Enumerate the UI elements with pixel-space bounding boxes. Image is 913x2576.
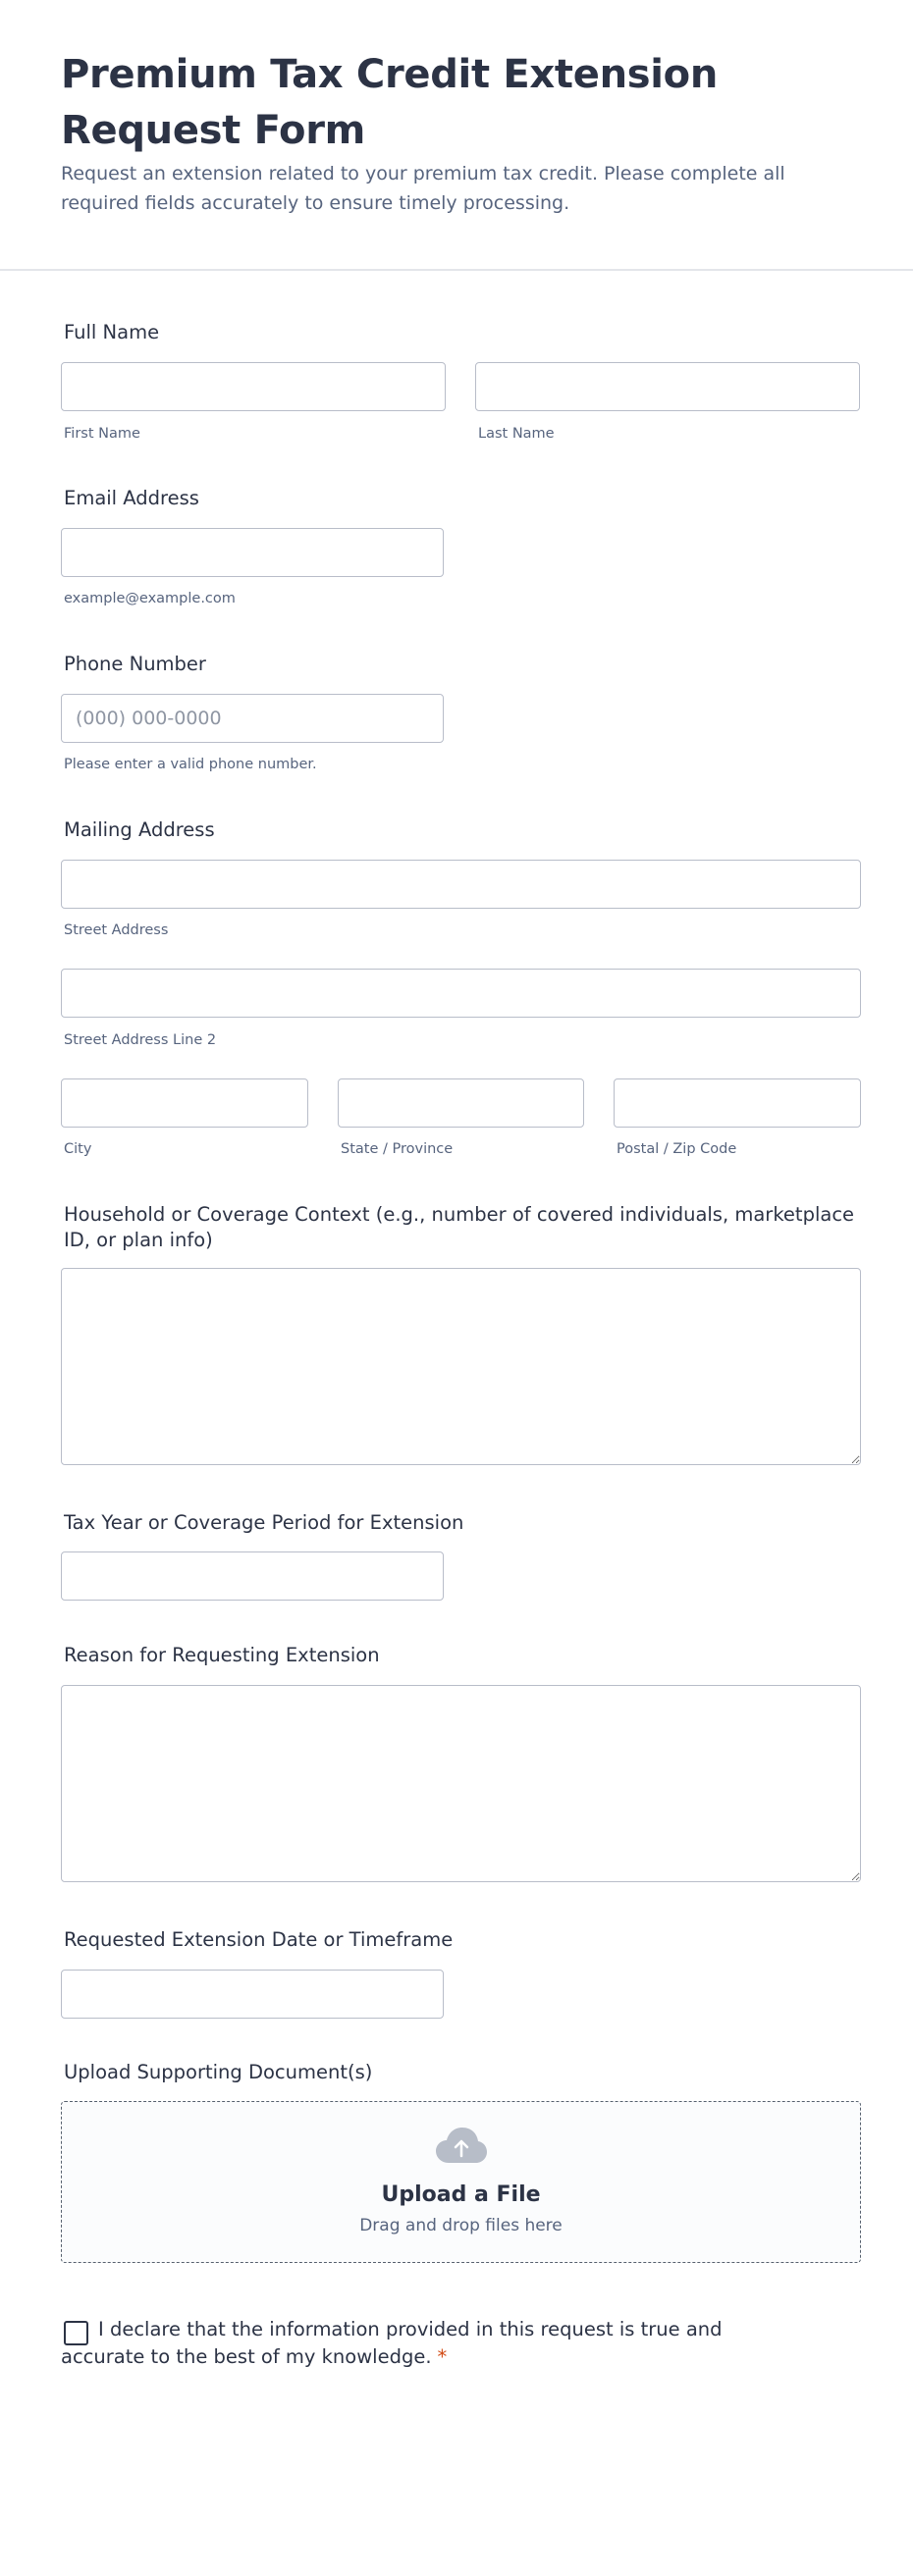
declaration-text-block xyxy=(61,2316,748,2371)
full-name-label: Full Name xyxy=(64,321,160,343)
upload-subtitle: Drag and drop files here xyxy=(359,2216,563,2235)
last-name-sublabel: Last Name xyxy=(478,426,555,442)
household-context-textarea[interactable] xyxy=(61,1268,861,1465)
street-address-line2-sublabel: Street Address Line 2 xyxy=(64,1032,217,1048)
state-province-sublabel: State / Province xyxy=(341,1141,454,1157)
postal-zip-input[interactable] xyxy=(614,1078,861,1128)
extension-date-label: Requested Extension Date or Timeframe xyxy=(64,1928,454,1951)
city-input[interactable] xyxy=(61,1078,308,1128)
form-subtitle: Request an extension related to your premium tax credit. Please complete all required fields accurately to ensure timely processing. xyxy=(61,163,785,214)
phone-label: Phone Number xyxy=(64,653,206,675)
last-name-input[interactable] xyxy=(475,362,860,411)
tax-year-label: Tax Year or Coverage Period for Extension xyxy=(64,1511,464,1534)
phone-input[interactable] xyxy=(61,694,444,743)
reason-textarea[interactable] xyxy=(61,1685,861,1882)
first-name-sublabel: First Name xyxy=(64,426,140,442)
form-title: Premium Tax Credit Extension Request Form xyxy=(61,52,719,153)
email-label: Email Address xyxy=(64,487,199,509)
street-address-input[interactable] xyxy=(61,860,861,909)
household-context-label: Household or Coverage Context (e.g., number of covered individuals, marketplace ID, or plan info) xyxy=(64,1203,855,1251)
postal-zip-sublabel: Postal / Zip Code xyxy=(617,1141,737,1157)
cloud-upload-icon xyxy=(435,2126,488,2165)
upload-label: Upload Supporting Document(s) xyxy=(64,2061,373,2083)
file-dropzone[interactable] xyxy=(61,2101,861,2263)
reason-label: Reason for Requesting Extension xyxy=(64,1644,380,1666)
phone-sublabel: Please enter a valid phone number. xyxy=(64,757,317,772)
declaration-text: I declare that the information provided in this request is true and accurate to the best of my knowledge. xyxy=(61,2318,723,2368)
first-name-input[interactable] xyxy=(61,362,446,411)
tax-year-input[interactable] xyxy=(61,1551,444,1601)
state-province-input[interactable] xyxy=(338,1078,584,1128)
form-header xyxy=(0,0,913,271)
email-input[interactable] xyxy=(61,528,444,577)
required-marker: * xyxy=(437,2345,448,2368)
mailing-address-label: Mailing Address xyxy=(64,818,215,841)
upload-title: Upload a File xyxy=(381,2182,541,2207)
email-sublabel: example@example.com xyxy=(64,591,236,606)
street-address-sublabel: Street Address xyxy=(64,922,169,938)
city-sublabel: City xyxy=(64,1141,92,1157)
street-address-line2-input[interactable] xyxy=(61,969,861,1018)
extension-date-input[interactable] xyxy=(61,1970,444,2019)
